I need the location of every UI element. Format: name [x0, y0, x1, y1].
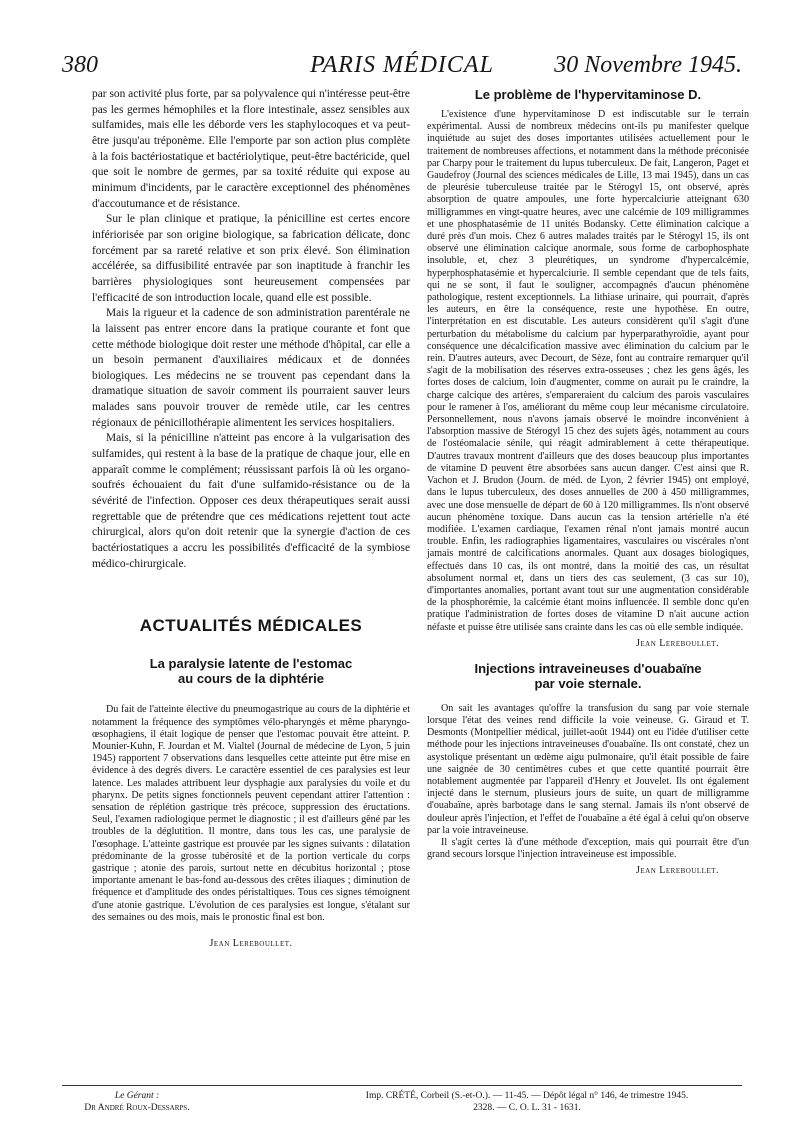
paragraph: L'existence d'une hypervitaminose D est indiscutable sur le terrain expérimental. Aussi de nombreux médecins ont-ils pu manifester quelque inquiétude au sujet des doses importantes utilisées actuellement pour le traitement de nombreuses affections, et notamment dans la méthode préconisée par Charpy pour le traitement du lupus tuberculeux. De fait, Langeron, Paget et Gaudefroy (Journal des sciences médicales de Lille, 13 mai 1945), dans un cas de pleurésie tuberculeuse traitée par le Stérogyl 15, ont observé, après absorption de quatre ampoules, une forte hypercalciurie atteignant 630 milligrammes en vingt-quatre heures, avec une calcémie de 109 milligrammes et une phosphatasémie de 11 unités Bodansky. Cette élimination calcique a duré près d'un mois. Chez 6 autres malades traités par le Stérogyl 15, ils ont observé une élimination calcique anormale, sous forme de carbophosphate insoluble, et, chez 3 pleurétiques, un syndrome d'hypercalcémie, hyperphosphatasémie et hypercalciurie. Il semble cependant que de tels faits, qui ne se sont, il faut le souligner, accompagnés d'aucun phénomène pathologique, restent exceptionnels. La lithiase urinaire, qui pourrait, d'après les auteurs, en être la conséquence, reste une hypothèse. En outre, l'interprétation en est discutable. Les auteurs considèrent qu'il s'agit d'une perturbation du métabolisme du calcium par hyperparathyroïdie, ayant pour conséquence une décalcification massive avec élimination du calcium par le rein. D'autres auteurs, avec Decourt, de Sèze, font au contraire remarquer qu'il s'agit de la mobilisation des réserves extra-osseuses ; chez les gens âgés, les fortes doses de calcium, loin d'augmenter, comme on aurait pu le craindre, la charge calcique des artères, s'empareraient du calcium des parois vasculaires pour le ramener à l'os, améliorant du même coup leur mécanisme circulatoire. Personnellement, nous n'avons jamais observé le moindre inconvénient à l'absorption massive de Stérogyl 15 chez des sujets âgés, notamment au cours de l'ostéomalacie sénile, qui réagit admirablement à cette thérapeutique. D'autres travaux montrent d'ailleurs que des doses beaucoup plus importantes de vitamine D peuvent être absorbées sans aucun danger. C'est ainsi que R. Vachon et J. Brudon (Journ. de méd. de Lyon, 2 février 1945) ont employé, dans le lupus tuberculeux, des doses annuelles de 200 à 450 milligrammes, avec une dose mensuelle de départ de 60 à 120 milligrammes. Ils n'ont observé aucun phénomène toxique. Dans aucun cas la tension artérielle n'a été modifiée. L'examen cardiaque, l'examen rénal n'ont jamais montré aucun trouble. Enfin, les radiographies ligamentaires, vasculaires ou viscérales n'ont jamais montré de calcifications anormales. Quant aux dosages biologiques, effectués dans 10 cas, ils ont montré, dans la moitié des cas, un résultat absolument normal et, dans un tiers des cas seulement, (3 cas sur 10), d'importantes anomalies, portant avant tout sur une augmentation considérable de la phosphorémie, la calcémie étant moins influencée. Il semble donc qu'en pratique l'administration de fortes doses de vitamine D n'ait aucune action néfaste et puisse être utilisée sans crainte dans les cas où elle semble indiquée. — [427, 109, 749, 633]
page-header — [62, 52, 742, 84]
journal-title: PARIS MÉDICAL — [310, 52, 494, 78]
printer-imprint — [312, 1090, 742, 1114]
paralysie-article-body — [92, 704, 410, 924]
penicillin-article-continuation — [92, 87, 410, 572]
author-signature: Jean Lereboullet. — [209, 938, 293, 949]
gerant-name: Dr André Roux-Dessarps. — [84, 1103, 190, 1113]
publisher-manager — [62, 1090, 212, 1114]
paragraph: On sait les avantages qu'offre la transfusion du sang par voie sternale lorsque l'état des veines rend difficile la voie veineuse. G. Giraud et T. Desmonts (Montpellier médical, juillet-août 1944) ont eu l'idée d'utiliser cette méthode pour les injections intraveineuses d'ouabaïne. Ils ont constaté, chez un asystolique présentant un œdème aigu pulmonaire, qu'il était possible de faire une saignée de 30 centimètres cubes et que cette quantité pourrait être notablement augmentée par l'appareil d'Henry et Jouvelet. Ils ont également injecté dans le sternum, plusieurs jours de suite, un quart de milligramme d'ouabaïne, après barbotage dans le sang sternal. Jamais ils n'ont observé de douleur après l'injection, et l'effet de l'ouabaïne a été égal à celui qu'on observe par la voie intraveineuse. — [427, 702, 749, 836]
article-title: Le problème de l'hypervitaminose D. — [474, 87, 702, 102]
author-signature: Jean Lereboullet. — [636, 865, 719, 877]
imprint-line: 2328. — C. O. L. 31 - 1631. — [473, 1103, 581, 1113]
issue-date: 30 Novembre 1945. — [554, 52, 742, 78]
article-title-line: par voie sternale. — [534, 675, 642, 691]
page-number: 380 — [62, 52, 98, 78]
gerant-label: Le Gérant : — [114, 1091, 160, 1101]
section-heading: ACTUALITÉS MÉDICALES — [139, 616, 363, 636]
footer-divider — [62, 1085, 742, 1086]
article-title — [427, 661, 749, 691]
article-title-line: Injections intraveineuses d'ouabaïne — [474, 660, 702, 676]
paragraph: Mais la rigueur et la cadence de son administration parentérale ne la laissent pas entrer encore dans la pratique courante et font que cette méthode biologique doit rester une méthode d'hôpital, car elle a un besoin permanent d'auxiliaires médicaux et de données biologiques. Les médecins ne se trouvent pas cependant dans la dramatique situation de savoir comment ils pourraient sauver leurs malades sans pouvoir trouver de remède utile, car les centres régionaux de pénicillothérapie alimentent les services hospitaliers. — [92, 307, 410, 429]
article-title-line: La paralysie latente de l'estomac — [149, 656, 353, 672]
paragraph: Mais, si la pénicilline n'atteint pas encore à la vulgarisation des sulfamides, qui restent à la base de la pratique de chaque jour, elle en apparaît comme le complément; réussissant parfois là où les organo-soufrés échouaient du fait d'une sulfamido-résistance ou de la sévérité de l'infection. Opposer ces deux thérapeutiques serait aussi regrettable que de prétendre que ces médications rejettent tout acte chirurgical, alors qu'on doit retenir que la synergie d'action de ces bactériostatiques a accru les possibilités d'efficacité de la symbiose médico-chirurgicale. — [92, 432, 410, 570]
paragraph: Du fait de l'atteinte élective du pneumogastrique au cours de la diphtérie et notamment la fréquence des symptômes vélo-pharyngés et même pharyngo-œsophagiens, il était logique de penser que l'estomac pouvait être atteint. P. Mounier-Kuhn, F. Jourdan et M. Vialtel (Journal de médecine de Lyon, 5 juin 1945) rapportent 7 observations dans lesquelles cette atteinte put être mise en évidence à des degrés divers. Le caractère essentiel de ces paralysies est leur latence. Les malades attribuent leur dysphagie aux paralysies du voile et du pharynx. De petits signes fonctionnels peuvent cependant attirer l'attention : sensation de réplétion gastrique très précoce, suppression des éructations. Seul, l'examen radiologique permet le diagnostic ; il est d'ailleurs gêné par les troubles de la déglutition. Il montre, dans tous les cas, une paralysie de l'œsophage. L'atteinte gastrique est prouvée par les signes suivants : dilatation prédominante de la grosse tubérosité et de la portion verticale du corps gastrique ; atonie des parois, surtout nette en décubitus horizontal ; ptose importante amenant le bas-fond au-dessous des crêtes iliaques ; diminution de fréquence et d'amplitude des ondes péristaltiques. Tous ces signes témoignent d'une atonie gastrique. L'évolution de ces paralysies est longue, s'étalant sur des semaines ou des mois, mais le pronostic final est bon. — [92, 704, 410, 923]
imprint-line: Imp. CRÉTÉ, Corbeil (S.-et-O.). — 11-45. — Dépôt légal n° 146, 4e trimestre 1945. — [365, 1091, 689, 1101]
paragraph: Il s'agit certes là d'une méthode d'exception, mais qui pourrait être d'un grand secours lorsque l'injection intraveineuse est impossible. — [427, 836, 749, 861]
paragraph: Sur le plan clinique et pratique, la pénicilline est certes encore infériorisée par son origine biologique, sa fabrication délicate, donc forcément par sa rareté relative et son prix élevé. Son élimination accélérée, sa diffusibilité entravée par son inaptitude à franchir les barrières physiologiques sont heureusement compensées par l'efficacité de son introduction locale, quand elle est possible. — [92, 213, 410, 304]
paragraph: par son activité plus forte, par sa polyvalence qui n'intéresse peut-être pas les germes hémophiles et la flore intestinale, assez sensibles aux sulfamides, mais elle les déborde vers les staphylocoques et va peut-être jusqu'au tréponème. Elle l'emporte par son action plus complète à la fois bactériostatique et bactériolytique, peut-être bactéricide, quel que soit le nombre de germes, par sa toxité réduite qui expose au minimum d'incidents, par le caractère exceptionnel des phénomènes d'accoutumance et de résistance. — [92, 88, 410, 210]
author-signature: Jean Lereboullet. — [636, 637, 719, 649]
hypervitaminose-article-body — [427, 109, 749, 634]
right-column — [427, 87, 749, 876]
article-title — [92, 656, 410, 686]
ouabaine-article-body — [427, 703, 749, 862]
left-column — [92, 87, 410, 949]
article-title-line: au cours de la diphtérie — [178, 671, 324, 687]
